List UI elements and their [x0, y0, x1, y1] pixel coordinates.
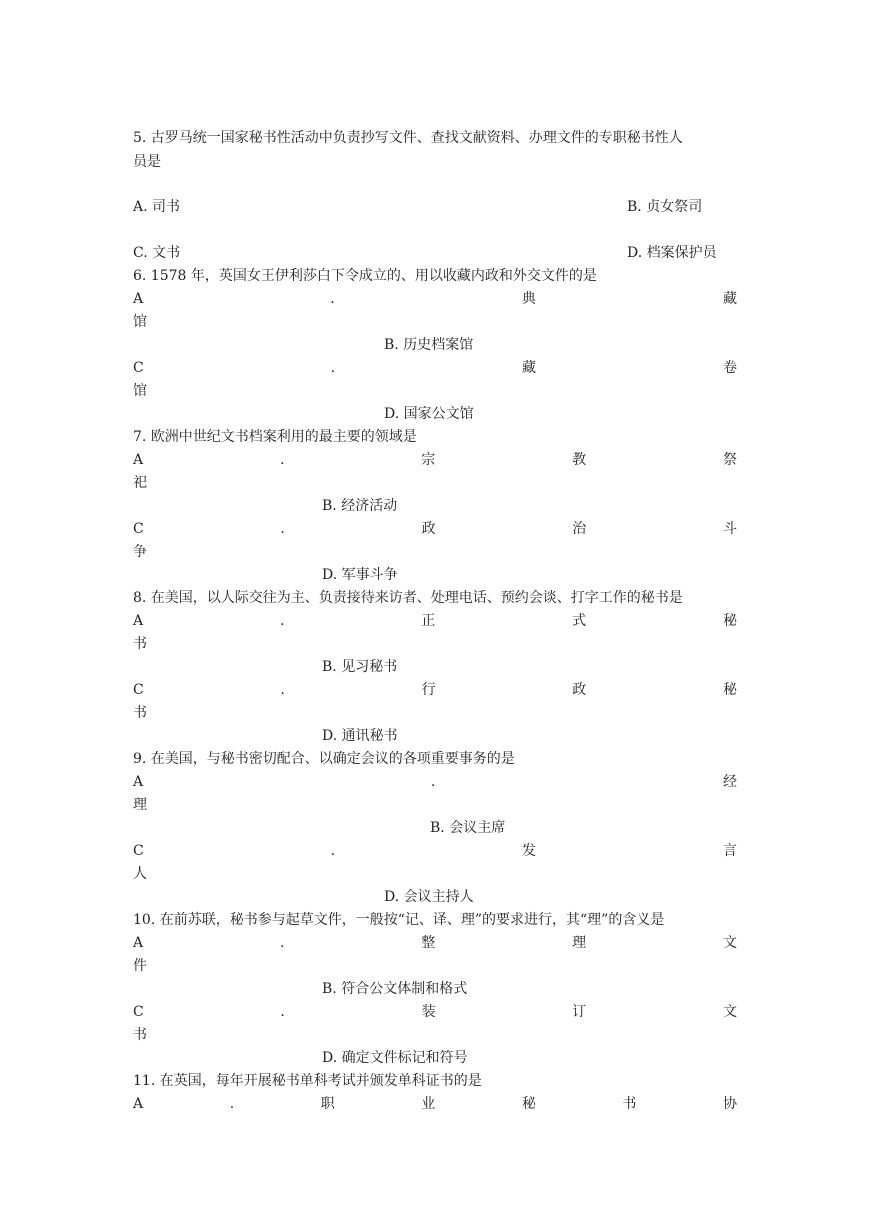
q7-option-a-tail: 祀 — [133, 475, 147, 491]
q8-option-c-tail: 书 — [133, 705, 147, 721]
q9-a-char: . — [430, 774, 436, 790]
q6-a-char: 藏 — [723, 291, 737, 307]
q10-a-char: 文 — [722, 935, 737, 951]
q7-a-char: 教 — [572, 452, 587, 468]
q8-option-b: B. 见习秘书 — [322, 659, 398, 675]
q10-stem: 10. 在前苏联，秘书参与起草文件，一般按“记、译、理”的要求进行，其“理”的含义是 — [133, 912, 665, 928]
q7-c-char: . — [280, 521, 285, 537]
q5-stem-line1: 5. 古罗马统一国家秘书性活动中负责抄写文件、查找文献资料、办理文件的专职秘书性人 — [133, 130, 683, 146]
q6-option-c-line — [133, 357, 737, 379]
q7-option-b: B. 经济活动 — [322, 498, 398, 514]
q11-option-a-line — [133, 1093, 737, 1115]
q9-c-char: 发 — [522, 843, 537, 859]
q5-option-b: B. 贞女祭司 — [627, 199, 703, 215]
q9-option-b: B. 会议主席 — [430, 820, 506, 836]
q6-option-b: B. 历史档案馆 — [384, 337, 474, 353]
q11-stem: 11. 在英国，每年开展秘书单科考试并颁发单科证书的是 — [133, 1073, 482, 1089]
q9-option-d: D. 会议主持人 — [384, 889, 474, 905]
q10-option-a-line — [133, 932, 737, 954]
q11-a-char: . — [229, 1096, 235, 1112]
q7-c-char: 治 — [572, 521, 587, 537]
q6-c-char: 卷 — [722, 360, 737, 376]
q10-a-char: . — [279, 935, 285, 951]
q7-c-char: 政 — [421, 521, 436, 537]
q11-a-char: 秘 — [521, 1096, 536, 1112]
q10-c-char: 装 — [421, 1004, 436, 1020]
q8-a-char: A — [133, 613, 144, 629]
q10-a-char: A — [133, 935, 144, 951]
q9-option-a-tail: 理 — [133, 797, 147, 813]
q9-a-char: A — [133, 774, 144, 790]
q10-c-char: . — [280, 1004, 285, 1020]
q5-options-cd — [133, 242, 737, 264]
q10-option-d: D. 确定文件标记和符号 — [322, 1050, 468, 1066]
q8-c-char: . — [280, 682, 285, 698]
q9-c-char: 言 — [722, 843, 737, 859]
q10-a-char: 整 — [421, 935, 436, 951]
q5-option-c: C. 文书 — [133, 245, 181, 261]
q8-c-char: 行 — [421, 682, 436, 698]
q9-option-c-tail: 人 — [133, 866, 147, 882]
q10-option-a-tail: 件 — [133, 958, 147, 974]
q11-a-char: A — [133, 1096, 144, 1112]
q10-a-char: 理 — [572, 935, 587, 951]
q11-a-char: 业 — [421, 1096, 436, 1112]
q7-option-c-line — [133, 518, 737, 540]
q5-option-a: A. 司书 — [133, 199, 181, 215]
q6-option-d: D. 国家公文馆 — [384, 406, 474, 422]
q8-a-char: 式 — [572, 613, 587, 629]
q11-a-char: 职 — [320, 1096, 335, 1112]
q8-a-char: 秘 — [722, 613, 737, 629]
q6-stem: 6. 1578 年，英国女王伊利莎白下令成立的、用以收藏内政和外交文件的是 — [133, 268, 597, 284]
q7-c-char: C — [133, 521, 144, 537]
q7-a-char: 宗 — [421, 452, 436, 468]
q8-a-char: 正 — [421, 613, 436, 629]
q8-a-char: . — [279, 613, 285, 629]
q7-a-char: . — [279, 452, 285, 468]
q6-c-char: C — [133, 360, 144, 376]
q11-a-char: 协 — [722, 1096, 737, 1112]
q7-stem: 7. 欧洲中世纪文书档案利用的最主要的领域是 — [133, 429, 417, 445]
q8-option-a-line — [133, 610, 737, 632]
q6-a-char: 典 — [521, 291, 536, 307]
q7-option-d: D. 军事斗争 — [322, 567, 398, 583]
q8-stem: 8. 在美国，以人际交往为主、负责接待来访者、处理电话、预约会谈、打字工作的秘书是 — [133, 590, 683, 606]
q6-a-char: A — [133, 291, 144, 307]
q6-a-char: . — [330, 291, 335, 307]
q9-c-char: . — [330, 843, 336, 859]
q6-option-a-tail: 馆 — [133, 314, 147, 330]
q11-a-char: 书 — [622, 1096, 637, 1112]
q9-a-char: 经 — [722, 774, 737, 790]
q10-c-char: C — [133, 1004, 144, 1020]
q5-option-d: D. 档案保护员 — [627, 245, 717, 261]
q10-option-c-line — [133, 1001, 737, 1023]
q7-c-char: 斗 — [722, 521, 737, 537]
q9-stem: 9. 在美国，与秘书密切配合、以确定会议的各项重要事务的是 — [133, 751, 515, 767]
q8-c-char: 秘 — [722, 682, 737, 698]
q10-c-char: 订 — [572, 1004, 587, 1020]
q6-c-char: . — [330, 360, 336, 376]
q9-c-char: C — [133, 843, 144, 859]
q6-option-c-tail: 馆 — [133, 383, 147, 399]
q8-option-a-tail: 书 — [133, 636, 147, 652]
q9-option-c-line — [133, 840, 737, 862]
q10-c-char: 文 — [722, 1004, 737, 1020]
q9-option-a-line — [133, 771, 737, 793]
q10-option-c-tail: 书 — [133, 1027, 147, 1043]
q6-c-char: 藏 — [522, 360, 537, 376]
q7-a-char: 祭 — [722, 452, 737, 468]
q5-stem-line2: 员是 — [133, 154, 161, 170]
q7-option-c-tail: 争 — [133, 544, 147, 560]
q7-a-char: A — [133, 452, 144, 468]
q8-c-char: 政 — [572, 682, 587, 698]
q5-options-ab — [133, 196, 737, 218]
q8-option-c-line — [133, 679, 737, 701]
q10-option-b: B. 符合公文体制和格式 — [322, 981, 468, 997]
q8-c-char: C — [133, 682, 144, 698]
q8-option-d: D. 通讯秘书 — [322, 728, 398, 744]
q7-option-a-line — [133, 449, 737, 471]
q6-option-a-line — [133, 288, 737, 310]
